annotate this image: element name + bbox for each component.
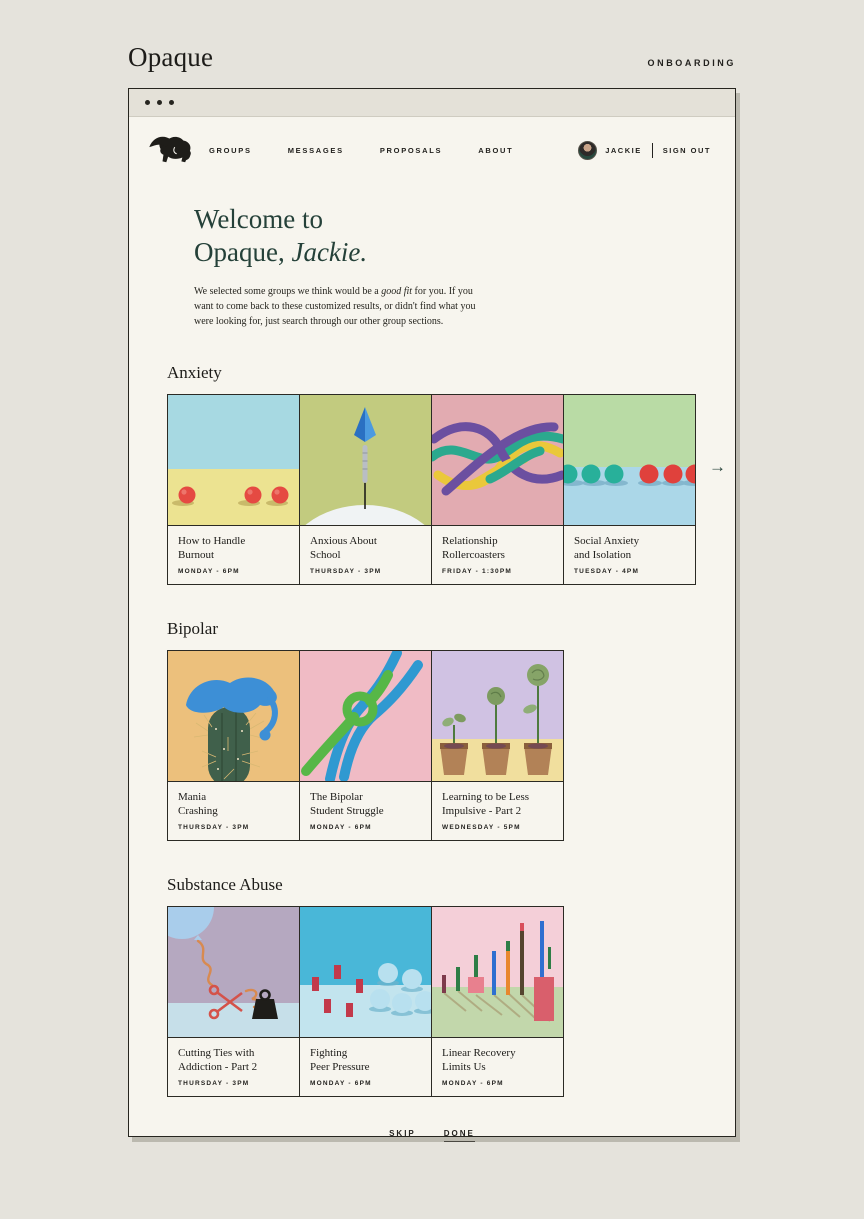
section-anxiety — [167, 362, 726, 585]
section-bipolar — [167, 619, 697, 841]
card-title: Anxious About School — [310, 534, 377, 562]
window-control-dot[interactable] — [169, 100, 174, 105]
card-image-dart — [300, 395, 431, 526]
anxiety-row — [167, 394, 726, 585]
card-info — [432, 1038, 563, 1096]
card-info — [168, 1038, 299, 1096]
group-card-anxious-school[interactable] — [300, 395, 432, 584]
welcome-heading — [194, 203, 697, 270]
card-title: How to Handle Burnout — [178, 534, 246, 562]
onboarding-label: ONBOARDING — [647, 58, 736, 68]
card-title: Linear Recovery Limits Us — [442, 1047, 516, 1074]
card-title: Social Anxiety and Isolation — [574, 534, 640, 562]
bipolar-row — [167, 650, 697, 841]
card-schedule: FRIDAY - 1:30PM — [442, 568, 513, 576]
card-schedule: MONDAY - 6PM — [310, 1080, 372, 1088]
intro-text-after: for you. If you want to come back to these customized results, or didn't find what you were looking for, just search through our other group sections. — [194, 285, 476, 327]
user-name-label: JACKIE — [605, 145, 642, 155]
card-image-tangled-ropes — [432, 395, 563, 526]
navbar — [129, 117, 735, 167]
section-title-substance-abuse: Substance Abuse — [167, 875, 283, 895]
card-schedule: THURSDAY - 3PM — [178, 824, 250, 832]
group-card-relationship[interactable] — [432, 395, 564, 584]
onboarding-actions — [167, 1129, 697, 1142]
card-image-rope-knot — [300, 651, 431, 782]
intro-text-before: We selected some groups we think would be a — [194, 285, 382, 297]
group-card-peer-pressure[interactable] — [300, 907, 432, 1096]
window-control-dot[interactable] — [157, 100, 162, 105]
card-info — [432, 526, 563, 584]
group-card-linear-recovery[interactable] — [432, 907, 563, 1096]
card-schedule: TUESDAY - 4PM — [574, 568, 640, 576]
group-card-burnout[interactable] — [168, 395, 300, 584]
window-titlebar — [129, 89, 735, 117]
card-schedule: THURSDAY - 3PM — [310, 568, 382, 576]
menu-item-proposals[interactable]: PROPOSALS — [379, 145, 443, 155]
substance-row — [167, 906, 697, 1097]
card-image-money-plants — [432, 651, 563, 782]
welcome-heading-username: Jackie. — [291, 237, 368, 268]
arrow-right-icon[interactable]: → — [709, 457, 726, 477]
card-image-cactus-balloon — [168, 651, 299, 782]
intro-paragraph — [194, 284, 494, 329]
group-card-student-struggle[interactable] — [300, 651, 432, 840]
nav-user-area — [578, 141, 711, 160]
bipolar-cards — [167, 650, 564, 841]
card-title: The Bipolar Student Struggle — [310, 791, 384, 818]
outer-header — [128, 42, 736, 73]
card-title: Cutting Ties with Addiction - Part 2 — [178, 1047, 258, 1074]
group-card-cutting-ties[interactable] — [168, 907, 300, 1096]
section-title-anxiety: Anxiety — [167, 362, 222, 382]
section-title-bipolar: Bipolar — [167, 619, 218, 639]
anxiety-cards — [167, 394, 696, 585]
card-schedule: THURSDAY - 3PM — [178, 1080, 250, 1088]
intro-text-emphasis: good fit — [381, 285, 413, 297]
window-control-dot[interactable] — [145, 100, 150, 105]
card-image-ball-groups — [564, 395, 695, 526]
card-schedule: MONDAY - 6PM — [442, 1080, 504, 1088]
section-substance-abuse — [167, 875, 697, 1097]
card-schedule: MONDAY - 6PM — [178, 568, 240, 576]
group-card-social-anxiety[interactable] — [564, 395, 695, 584]
card-schedule: MONDAY - 6PM — [310, 824, 372, 832]
card-title: Mania Crashing — [178, 791, 218, 818]
substance-cards — [167, 906, 564, 1097]
menu-item-groups[interactable]: GROUPS — [209, 145, 252, 155]
card-schedule: WEDNESDAY - 5PM — [442, 824, 521, 832]
card-title: Relationship Rollercoasters — [442, 534, 505, 562]
welcome-heading-line1: Welcome to — [194, 204, 324, 234]
card-title: Fighting Peer Pressure — [310, 1047, 370, 1074]
nav-divider — [652, 143, 653, 158]
menu-item-about[interactable]: ABOUT — [478, 145, 514, 155]
card-info — [168, 782, 299, 840]
card-info — [300, 782, 431, 840]
page-content — [129, 203, 735, 1162]
card-title: Learning to be Less Impulsive - Part 2 — [442, 791, 530, 818]
card-image-red-balls — [168, 395, 299, 526]
card-info — [300, 526, 431, 584]
flying-elephant-logo-icon[interactable] — [147, 133, 195, 167]
brand-title: Opaque — [128, 42, 214, 72]
card-info — [168, 526, 299, 584]
skip-button[interactable]: SKIP — [389, 1129, 416, 1139]
menu-item-messages[interactable]: MESSAGES — [287, 145, 344, 155]
done-button[interactable]: DONE — [444, 1129, 475, 1142]
welcome-heading-line2: Opaque, — [194, 237, 285, 268]
card-image-blocks-spheres — [300, 907, 431, 1038]
card-image-balloon-scissors — [168, 907, 299, 1038]
group-card-less-impulsive[interactable] — [432, 651, 563, 840]
main-menu — [209, 146, 513, 155]
card-info — [300, 1038, 431, 1096]
browser-window — [128, 88, 736, 1137]
card-info — [564, 526, 695, 584]
user-avatar[interactable] — [578, 141, 597, 160]
sign-out-button[interactable]: SIGN OUT — [662, 145, 711, 155]
welcome-hero — [194, 203, 697, 329]
card-image-ascending-bars — [432, 907, 563, 1038]
group-card-mania-crashing[interactable] — [168, 651, 300, 840]
card-info — [432, 782, 563, 840]
